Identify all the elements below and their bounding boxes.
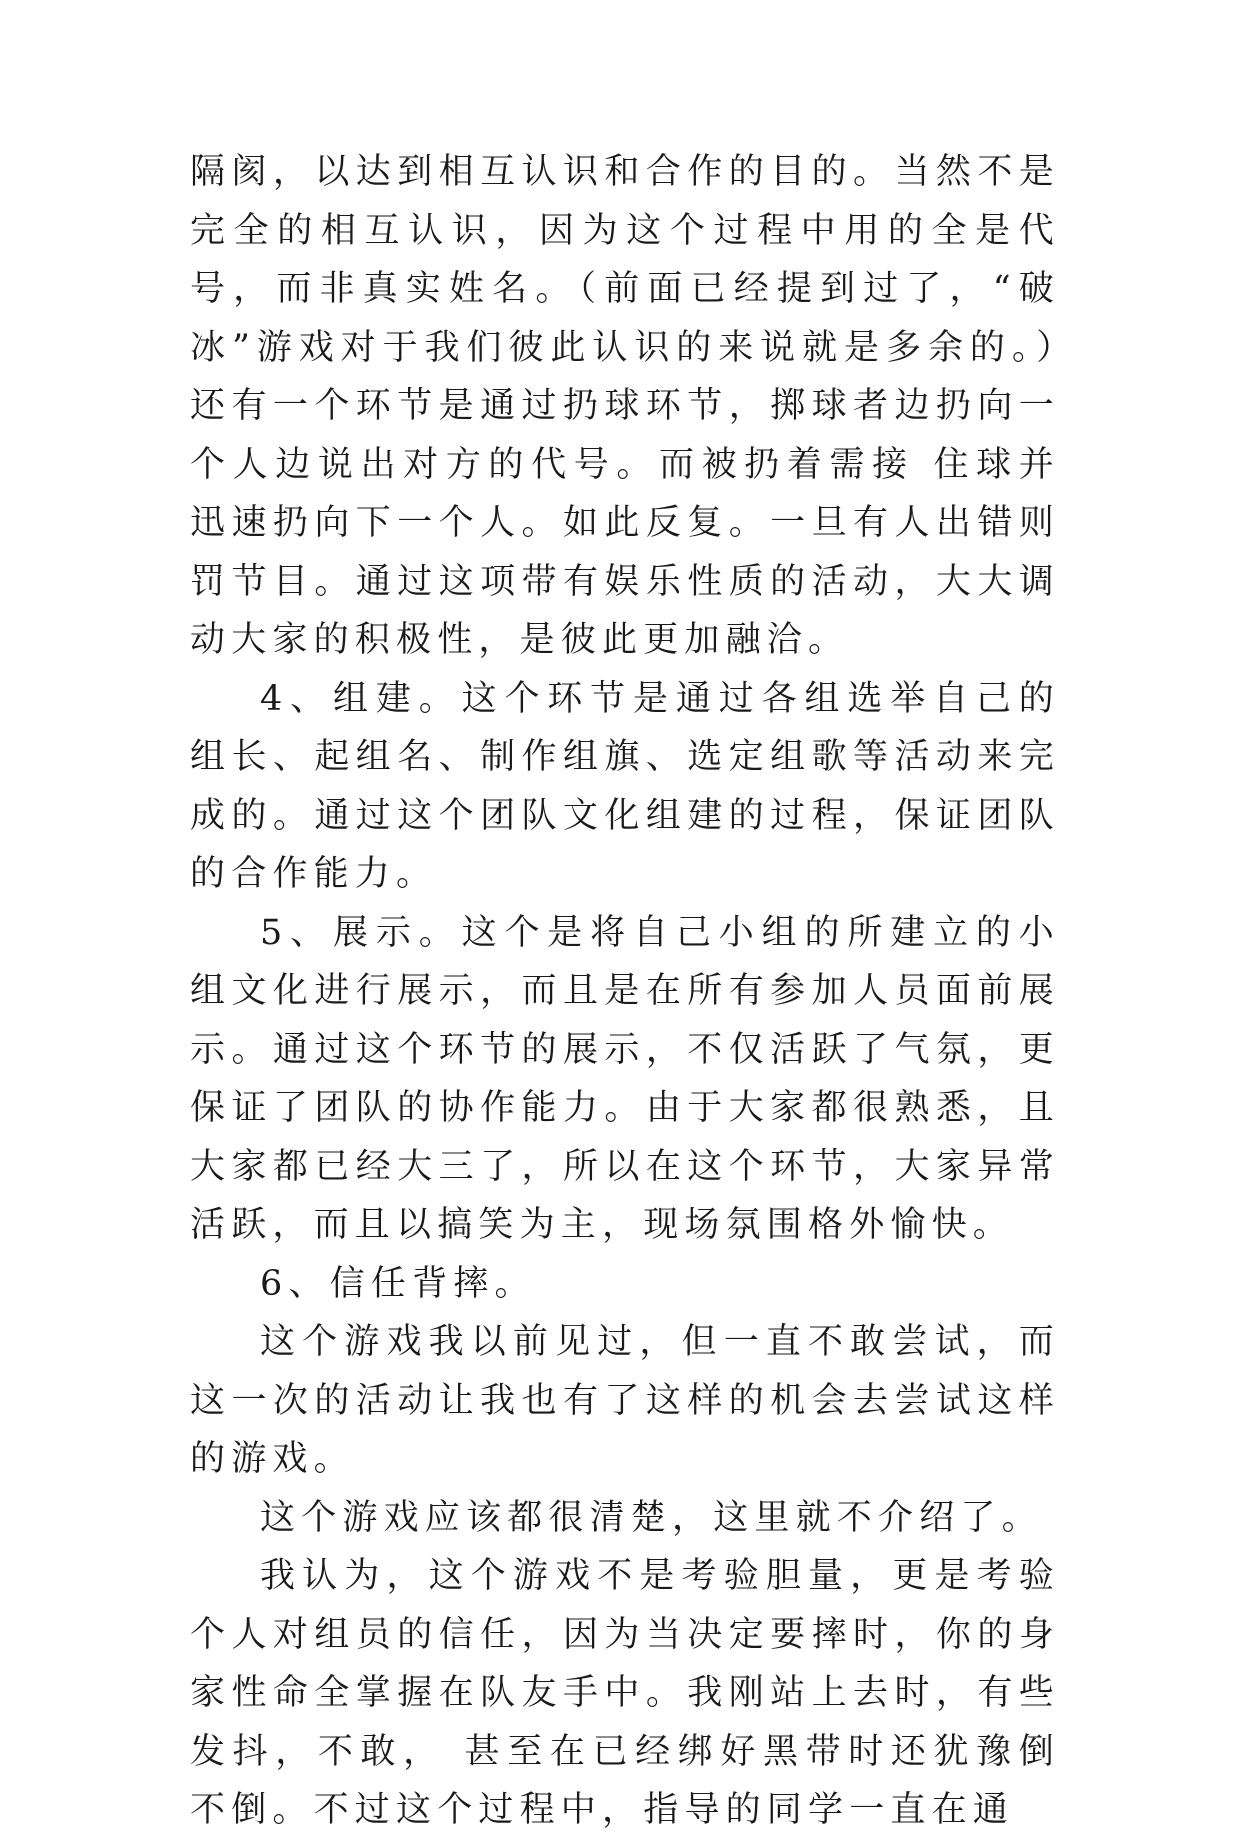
paragraph-step-5: 5、展示。这个是将自己小组的所建立的小组文化进行展示，而且是在所有参加人员面前展示。通过这个环节的展示，不仅活跃了气氛，更保证了团队的协作能力。由于大家都很熟悉，且大家都已经大三了，所以在这个环节，大家异常活跃，而且以搞笑为主，现场氛围格外愉快。 — [190, 912, 1060, 1245]
body-text — [190, 143, 1060, 1840]
paragraph-continued: 隔阂，以达到相互认识和合作的目的。当然不是完全的相互认识，因为这个过程中用的全是代号，而非真实姓名。（前面已经提到过了，“破冰”游戏对于我们彼此认识的来说就是多余的。）还有一个环节是通过扔球环节，掷球者边扔向一个人边说出对方的代号。而被扔着需接 住球并迅速扔向下一个人。如此反复。一旦有人出错则罚节目。通过这项带有娱乐性质的活动，大大调动大家的积极性，是彼此更加融洽。 — [190, 152, 1060, 660]
paragraph-game-intro: 这个游戏我以前见过，但一直不敢尝试，而这一次的活动让我也有了这样的机会去尝试这样的游戏。 — [190, 1322, 1060, 1479]
paragraph-step-4: 4、组建。这个环节是通过各组选举自己的组长、起组名、制作组旗、选定组歌等活动来完成的。通过这个团队文化组建的过程，保证团队的合作能力。 — [190, 678, 1060, 894]
paragraph-step-6-heading: 6、信任背摔。 — [260, 1263, 536, 1304]
paragraph-game-note: 这个游戏应该都很清楚，这里就不介绍了。 — [260, 1497, 1043, 1538]
paragraph-reflection: 我认为，这个游戏不是考验胆量，更是考验个人对组员的信任，因为当决定要摔时，你的身家性命全掌握在队友手中。我刚站上去时，有些发抖，不敢， 甚至在已经绑好黑带时还犹豫倒不倒。不过这个过程中，指导的同学一直在通 — [190, 1556, 1060, 1830]
